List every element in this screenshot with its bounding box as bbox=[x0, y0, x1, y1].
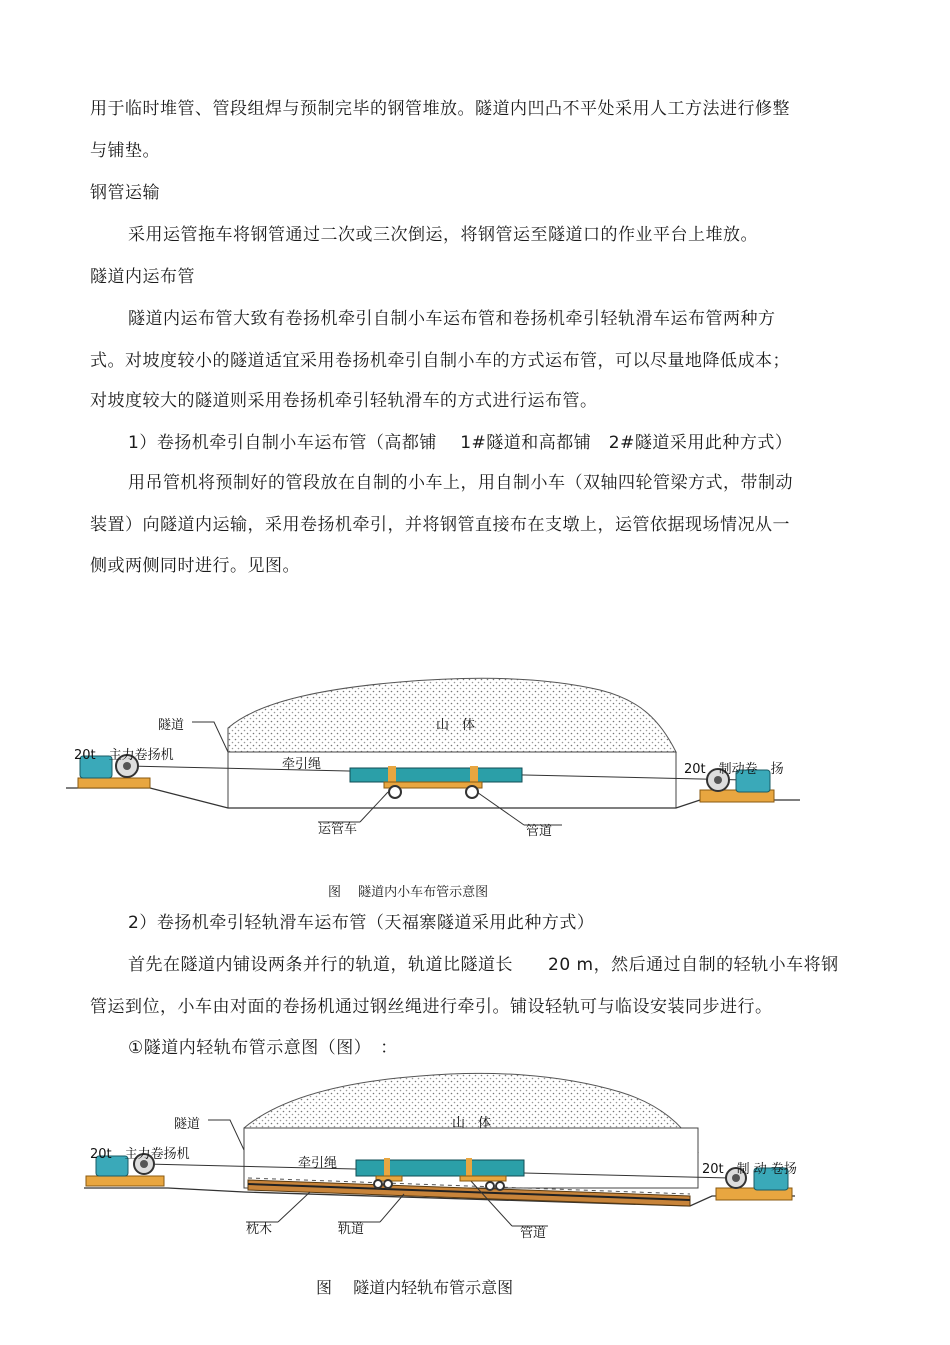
fig1-mountain-label: 山 体 bbox=[436, 718, 476, 733]
paragraph-line-10: 用吊管机将预制好的管段放在自制的小车上，用自制小车（双轴四轮管梁方式，带制动 bbox=[128, 473, 793, 493]
fig2-mountain-label: 山 体 bbox=[452, 1116, 492, 1131]
paragraph-line-11: 装置）向隧道内运输，采用卷扬机牵引，并将钢管直接布在支墩上，运管依据现场情况从一 bbox=[90, 515, 790, 535]
paragraph-line-14: 首先在隧道内铺设两条并行的轨道，轨道比隧道长 20 m，然后通过自制的轻轨小车将钢 bbox=[128, 955, 839, 975]
paragraph-line-15: 管运到位，小车由对面的卷扬机通过钢丝绳进行牵引。铺设轻轨可与临设安装同步进行。 bbox=[90, 997, 773, 1017]
paragraph-line-7: 式。对坡度较小的隧道适宜采用卷扬机牵引自制小车的方式运布管，可以尽量地降低成本； bbox=[90, 351, 790, 371]
fig2-main-winch-label: 20t 主力卷扬机 bbox=[90, 1147, 190, 1162]
fig2-rope-label: 牵引绳 bbox=[298, 1156, 338, 1171]
paragraph-line-4: 采用运管拖车将钢管通过二次或三次倒运，将钢管运至隧道口的作业平台上堆放。 bbox=[128, 225, 758, 245]
fig2-pipe-label: 管道 bbox=[520, 1226, 547, 1241]
paragraph-line-16: ①隧道内轻轨布管示意图（图） ： bbox=[128, 1038, 398, 1058]
fig1-pipe-label: 管道 bbox=[526, 824, 553, 839]
fig2-track-label: 轨道 bbox=[338, 1222, 365, 1237]
paragraph-line-2: 与铺垫。 bbox=[90, 141, 160, 161]
paragraph-line-9: 1）卷扬机牵引自制小车运布管（高都铺 1#隧道和高都铺 2#隧道采用此种方式） bbox=[128, 433, 793, 453]
fig1-tunnel-label: 隧道 bbox=[158, 718, 185, 733]
section-heading-tunnel-pipe: 隧道内运布管 bbox=[90, 267, 195, 287]
paragraph-line-1: 用于临时堆管、管段组焊与预制完毕的钢管堆放。隧道内凹凸不平处采用人工方法进行修整 bbox=[90, 99, 790, 119]
paragraph-line-6: 隧道内运布管大致有卷扬机牵引自制小车运布管和卷扬机牵引轻轨滑车运布管两种方 bbox=[128, 309, 776, 329]
fig1-cart-label: 运管车 bbox=[318, 822, 358, 837]
fig2-caption: 图 隧道内轻轨布管示意图 bbox=[316, 1278, 514, 1297]
fig2-sleeper-label: 枕木 bbox=[246, 1222, 273, 1237]
fig1-brake-winch-label: 20t 制动卷 扬 bbox=[684, 762, 784, 777]
fig1-caption: 图 隧道内小车布管示意图 bbox=[328, 885, 489, 900]
paragraph-line-8: 对坡度较大的隧道则采用卷扬机牵引轻轨滑车的方式进行运布管。 bbox=[90, 391, 598, 411]
paragraph-line-12: 侧或两侧同时进行。见图。 bbox=[90, 556, 300, 576]
fig2-brake-winch-label: 20t 制 动 卷扬 bbox=[702, 1162, 797, 1177]
fig1-main-winch-label: 20t 主力卷扬机 bbox=[74, 748, 174, 763]
fig2-tunnel-label: 隧道 bbox=[174, 1117, 201, 1132]
paragraph-line-13: 2）卷扬机牵引轻轨滑车运布管（天福寨隧道采用此种方式） bbox=[128, 913, 595, 933]
section-heading-pipe-transport: 钢管运输 bbox=[90, 183, 160, 203]
fig1-rope-label: 牵引绳 bbox=[282, 757, 322, 772]
